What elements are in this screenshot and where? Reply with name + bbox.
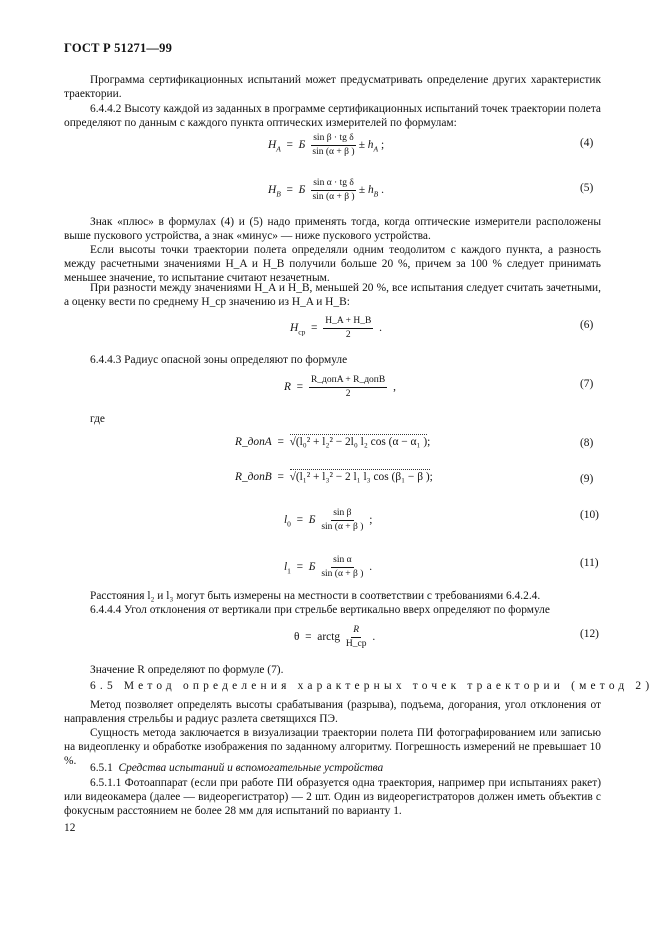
page-number: 12 <box>64 822 76 834</box>
formula-6: $H_{ср}$ = $\frac{H\_A + H\_B}{2}$ . <box>290 316 383 340</box>
paragraph-method-purpose: Метод позволяет определять высоты срабатывания (разрыва), подъема, догорания, угол отклонения от направления стрельбы и радиус разлета светящихся ПЭ. <box>64 699 601 726</box>
where-label: где <box>90 413 105 425</box>
equation-number-8: (8) <box>580 437 594 449</box>
equation-number-7: (7) <box>580 378 594 390</box>
equation-number-11: (11) <box>580 557 599 569</box>
paragraph-6-4-4-3: 6.4.4.3 Радиус опасной зоны определяют по формуле <box>90 354 348 366</box>
subsection-6-5-1: 6.5.1 Средства испытаний и вспомогательные устройства <box>90 762 384 774</box>
paragraph-sign-rule: Знак «плюс» в формулах (4) и (5) надо применять тогда, когда оптические измерители расположены выше пускового устройства, а знак «минус» — ниже пускового устройства. <box>64 216 601 243</box>
equation-number-10: (10) <box>580 509 599 521</box>
paragraph-distances: Расстояния l₂ и l₃ могут быть измерены на местности в соответствии с требованиями 6.4.2.4. <box>90 590 541 602</box>
equation-number-4: (4) <box>580 137 594 149</box>
section-heading-6-5: 6.5 Метод определения характерных точек траектории (метод 2) <box>90 680 654 692</box>
equation-number-5: (5) <box>580 182 594 194</box>
formula-8: R_допA = √(l₀² + l₂² − 2l₀ l₂ cos (α − α₁ ); <box>235 436 431 448</box>
paragraph-6-4-4-2: 6.4.4.2 Высоту каждой из заданных в программе сертификационных испытаний точек траектории полета определяют по данным с каждого пункта оптических измерителей по формулам: <box>64 103 601 130</box>
equation-number-12: (12) <box>580 628 599 640</box>
paragraph-intro: Программа сертификационных испытаний может предусматривать определение других характеристик траектории. <box>64 74 601 101</box>
formula-9: R_допB = √(l₁² + l₃² − 2 l₁ l₃ cos (β₁ − β ); <box>235 471 433 483</box>
paragraph-value-r: Значение R определяют по формуле (7). <box>90 664 284 676</box>
paragraph-difference: При разности между значениями H_A и H_B, меньшей 20 %, все испытания следует считать зачетными, а оценку вести по среднему H_ср значению из H_A и H_B: <box>64 282 601 309</box>
formula-12: θ = arctg $\frac{R}{H\_ср}$ . <box>294 625 376 649</box>
equation-number-6: (6) <box>580 319 594 331</box>
paragraph-6-4-4-4: 6.4.4.4 Угол отклонения от вертикали при стрельбе вертикально вверх определяют по формуле <box>90 604 550 616</box>
formula-5: $H_B = Б$ $\frac{\text{sin α · tg δ}}{\sin (\alpha + \beta )}$ ± $h_B$ . <box>268 178 384 202</box>
paragraph-6-5-1-1: 6.5.1.1 Фотоаппарат (если при работе ПИ образуется одна траектория, например при испытаниях ракет) или видеокамера (далее — видеорегистратор) — 2 шт. Один из видеорегистраторов должен иметь объектив с фокусным расстоянием не более 28 мм для испытаний по варианту 1. <box>64 777 601 818</box>
paragraph-method-essence: Сущность метода заключается в визуализации траектории полета ПИ фотографированием или записью на видеопленку и обработке изображения по заданному алгоритму. Погрешность измерений не превышает 10 %. <box>64 727 601 768</box>
formula-4: $H_A = Б$ $\frac{\text{sin β · tg δ}}{\sin (\alpha + \beta )}$ ± $h_A$ ; <box>268 133 385 157</box>
paragraph-theodolite: Если высоты точки траектории полета определяли одним теодолитом с каждого пункта, а разность между расчетными значениями H_A и H_B получили больше 20 %, причем за 100 % следует принимать меньшее значение, то испытание считают незачетным. <box>64 244 601 285</box>
formula-7: R = $\frac{\text{R\_допA + R\_допB}}{2}$ , <box>284 375 396 399</box>
equation-number-9: (9) <box>580 473 594 485</box>
document-header: ГОСТ Р 51271—99 <box>64 41 173 55</box>
formula-11: $l_1 = Б$ $\frac{\text{sin α}}{\sin (\alpha + \beta )}$ . <box>284 555 373 579</box>
formula-10: $l_0 = Б$ $\frac{\text{sin β}}{\sin (\alpha + \beta )}$ ; <box>284 508 373 532</box>
